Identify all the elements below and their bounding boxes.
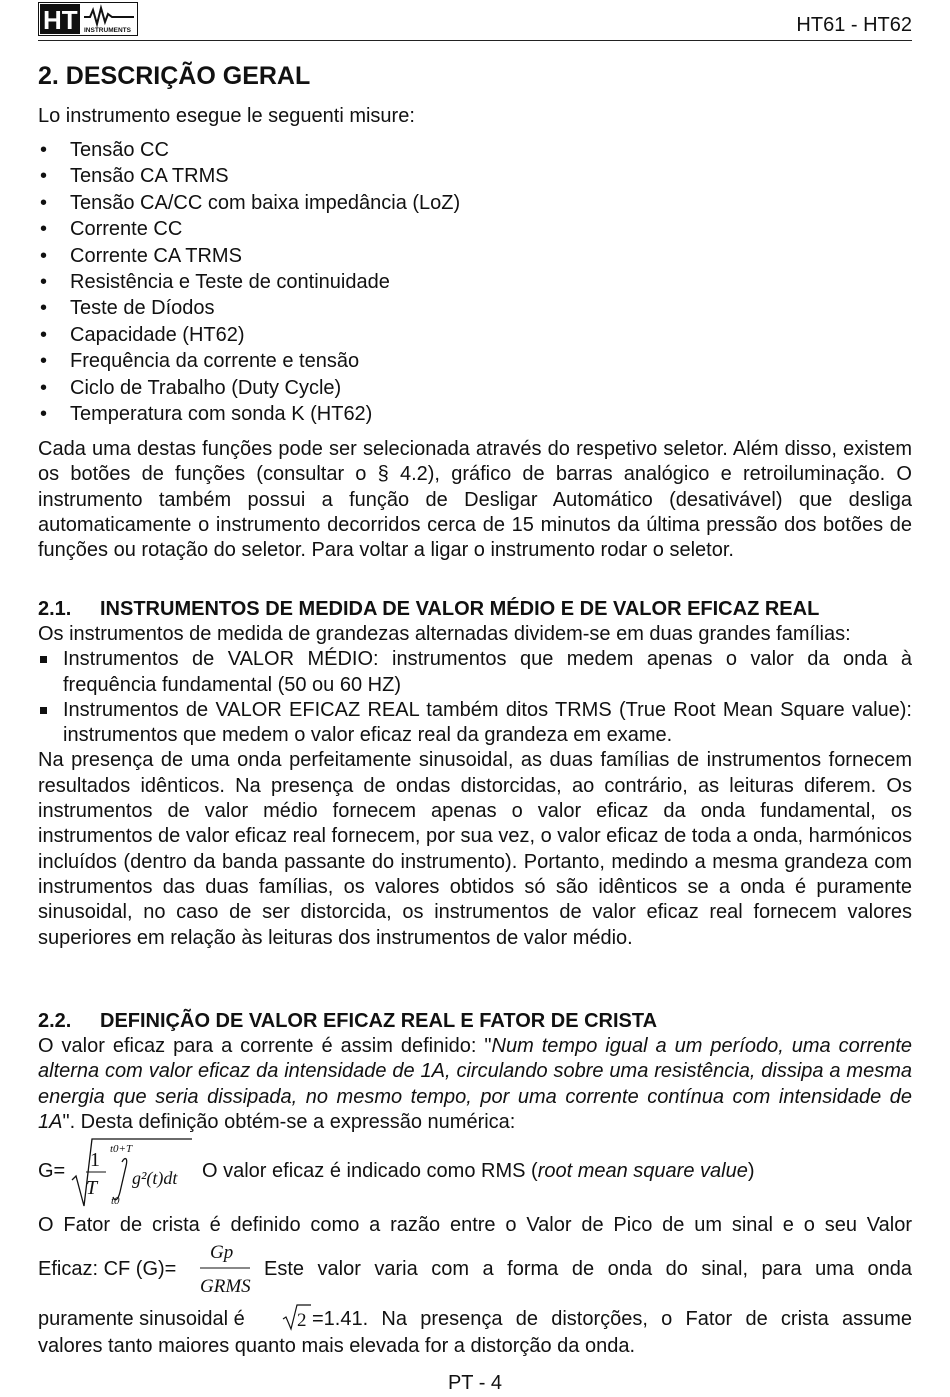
bullet-icon: • xyxy=(40,323,48,346)
sqrt-value: 2 xyxy=(297,1310,307,1331)
rms-note: O valor eficaz é indicado como RMS (root mean square value) xyxy=(202,1160,755,1182)
bullet-icon: • xyxy=(40,165,48,188)
bullet-icon: • xyxy=(40,244,48,267)
document-id: HT61 - HT62 xyxy=(796,14,912,36)
formula-integrand: g²(t)dt xyxy=(132,1168,178,1188)
list-item: • Frequência da corrente e tensão xyxy=(38,348,912,374)
functions-paragraph: Cada uma destas funções pode ser selecionada através do respetivo seletor. Além disso, existem os botões de funções (consultar o § 4.2), gráfico de barras analógico e retroiluminação. O instrumento também possui a função de Desligar Automático (desativável) que desliga automaticamente o instrumento decorridos cerca de 15 minutos da última pressão dos botões de funções ou rotação do seletor. Para voltar a ligar o instrumento rodar o seletor. xyxy=(38,438,912,562)
crest-factor-definition: O Fator de crista é definido como a razão entre o Valor de Pico de um sinal e o seu Valor xyxy=(38,1214,912,1236)
measures-list xyxy=(38,137,912,427)
rms-definition: O valor eficaz para a corrente é assim definido: "Num tempo igual a um período, uma corrente alterna com valor eficaz da intensidade de 1A, circulando sobre uma resistência, dissipa a mesma energia que seria dissipada, no mesmo tempo, por uma corrente contínua com intensidade de 1A". Desta definição obtém-se a expressão numérica: xyxy=(38,1035,912,1133)
list-item: • Capacidade (HT62) xyxy=(38,322,912,348)
list-item: • Tensão CA/CC com baixa impedância (LoZ) xyxy=(38,190,912,216)
intro-text: Lo instrumento esegue le seguenti misure: xyxy=(38,105,415,127)
list-item: • Temperatura com sonda K (HT62) xyxy=(38,401,912,427)
cf-lhs: Eficaz: CF (G)= xyxy=(38,1258,177,1280)
section-2-1 xyxy=(38,597,912,951)
formula-numerator: 1 xyxy=(90,1149,100,1171)
section-2-1-heading: 2.1. INSTRUMENTOS DE MEDIDA DE VALOR MÉDIO E DE VALOR EFICAZ REAL xyxy=(38,598,820,620)
cf-denominator: GRMS xyxy=(200,1276,251,1297)
logo-text: HT xyxy=(43,5,78,35)
crest-factor-fraction xyxy=(198,1238,254,1300)
crest-factor-row xyxy=(38,1238,912,1306)
list-item: • Corrente CA TRMS xyxy=(38,243,912,269)
list-item: • Tensão CC xyxy=(38,137,912,163)
list-item: Instrumentos de VALOR MÉDIO: instrumentos que medem apenas o valor da onda à frequência fundamental (50 ou 60 HZ) xyxy=(38,647,912,698)
bullet-icon: • xyxy=(40,271,48,294)
rms-formula xyxy=(70,1136,194,1208)
list-item: • Corrente CC xyxy=(38,216,912,242)
square-bullet-icon xyxy=(40,656,47,663)
section-2-2-heading: 2.2. DEFINIÇÃO DE VALOR EFICAZ REAL E FATOR DE CRISTA xyxy=(38,1010,658,1032)
bullet-icon: • xyxy=(40,139,48,161)
header-divider xyxy=(38,40,912,41)
list-item: • Tensão CA TRMS xyxy=(38,163,912,189)
list-item: • Ciclo de Trabalho (Duty Cycle) xyxy=(38,375,912,401)
rms-formula-row xyxy=(38,1136,912,1206)
crest-factor-tail xyxy=(38,1306,912,1359)
integral-lower-limit: t0 xyxy=(111,1195,120,1207)
bullet-icon: • xyxy=(40,376,48,399)
sine-suffix: =1.41. Na presença de distorções, o Fator de crista assume xyxy=(312,1308,912,1330)
sqrt-symbol xyxy=(282,1304,312,1332)
ht-instruments-logo xyxy=(38,2,138,36)
formula-denominator: T xyxy=(86,1177,98,1199)
sine-line xyxy=(38,1306,912,1332)
formula-lhs: G= xyxy=(38,1160,66,1182)
section-2-1-body: Na presença de uma onda perfeitamente sinusoidal, as duas famílias de instrumentos fornecem resultados idênticos. Na presença de ondas distorcidas, ao contrário, as leituras diferem. Os instrumentos de valor médio fornecem apenas o valor eficaz da onda fundamental, os instrumentos de valor eficaz real fornecem, por sua vez, o valor eficaz de toda a onda, harmónicos incluídos (dentro da banda passante do instrumento). Portanto, medindo a mesma grandeza com instrumentos das duas famílias, os valores obtidos só são idênticos se a onda é puramente sinusoidal, no caso de ser distorcida, os instrumentos de valor eficaz real fornecem valores superiores em relação às leituras dos instrumentos de valor médio. xyxy=(38,749,912,949)
page-title: 2. DESCRIÇÃO GERAL xyxy=(38,62,311,90)
bullet-icon: • xyxy=(40,297,48,320)
last-line: valores tanto maiores quanto mais elevada for a distorção da onda. xyxy=(38,1335,636,1357)
bullet-icon: • xyxy=(40,403,48,426)
section-2-2 xyxy=(38,1009,912,1135)
list-item: Instrumentos de VALOR EFICAZ REAL também ditos TRMS (True Root Mean Square value): instrumentos que medem o valor eficaz real da grandeza em exame. xyxy=(38,698,912,749)
bullet-icon: • xyxy=(40,218,48,241)
integral-upper-limit: t0+T xyxy=(110,1143,133,1155)
list-item: • Resistência e Teste de continuidade xyxy=(38,269,912,295)
section-2-1-lead: Os instrumentos de medida de grandezas alternadas dividem-se em duas grandes famílias: xyxy=(38,623,851,645)
square-bullet-icon xyxy=(40,707,47,714)
bullet-icon: • xyxy=(40,350,48,373)
cf-after-text: Este valor varia com a forma de onda do sinal, para uma onda xyxy=(264,1258,912,1280)
instrument-families-list xyxy=(38,647,912,748)
page-number: PT - 4 xyxy=(447,1372,503,1394)
sine-prefix: puramente sinusoidal é xyxy=(38,1308,245,1330)
list-item: • Teste de Díodos xyxy=(38,295,912,321)
cf-numerator: Gp xyxy=(210,1242,234,1263)
logo-subtext: INSTRUMENTS xyxy=(84,27,131,34)
bullet-icon: • xyxy=(40,191,48,214)
